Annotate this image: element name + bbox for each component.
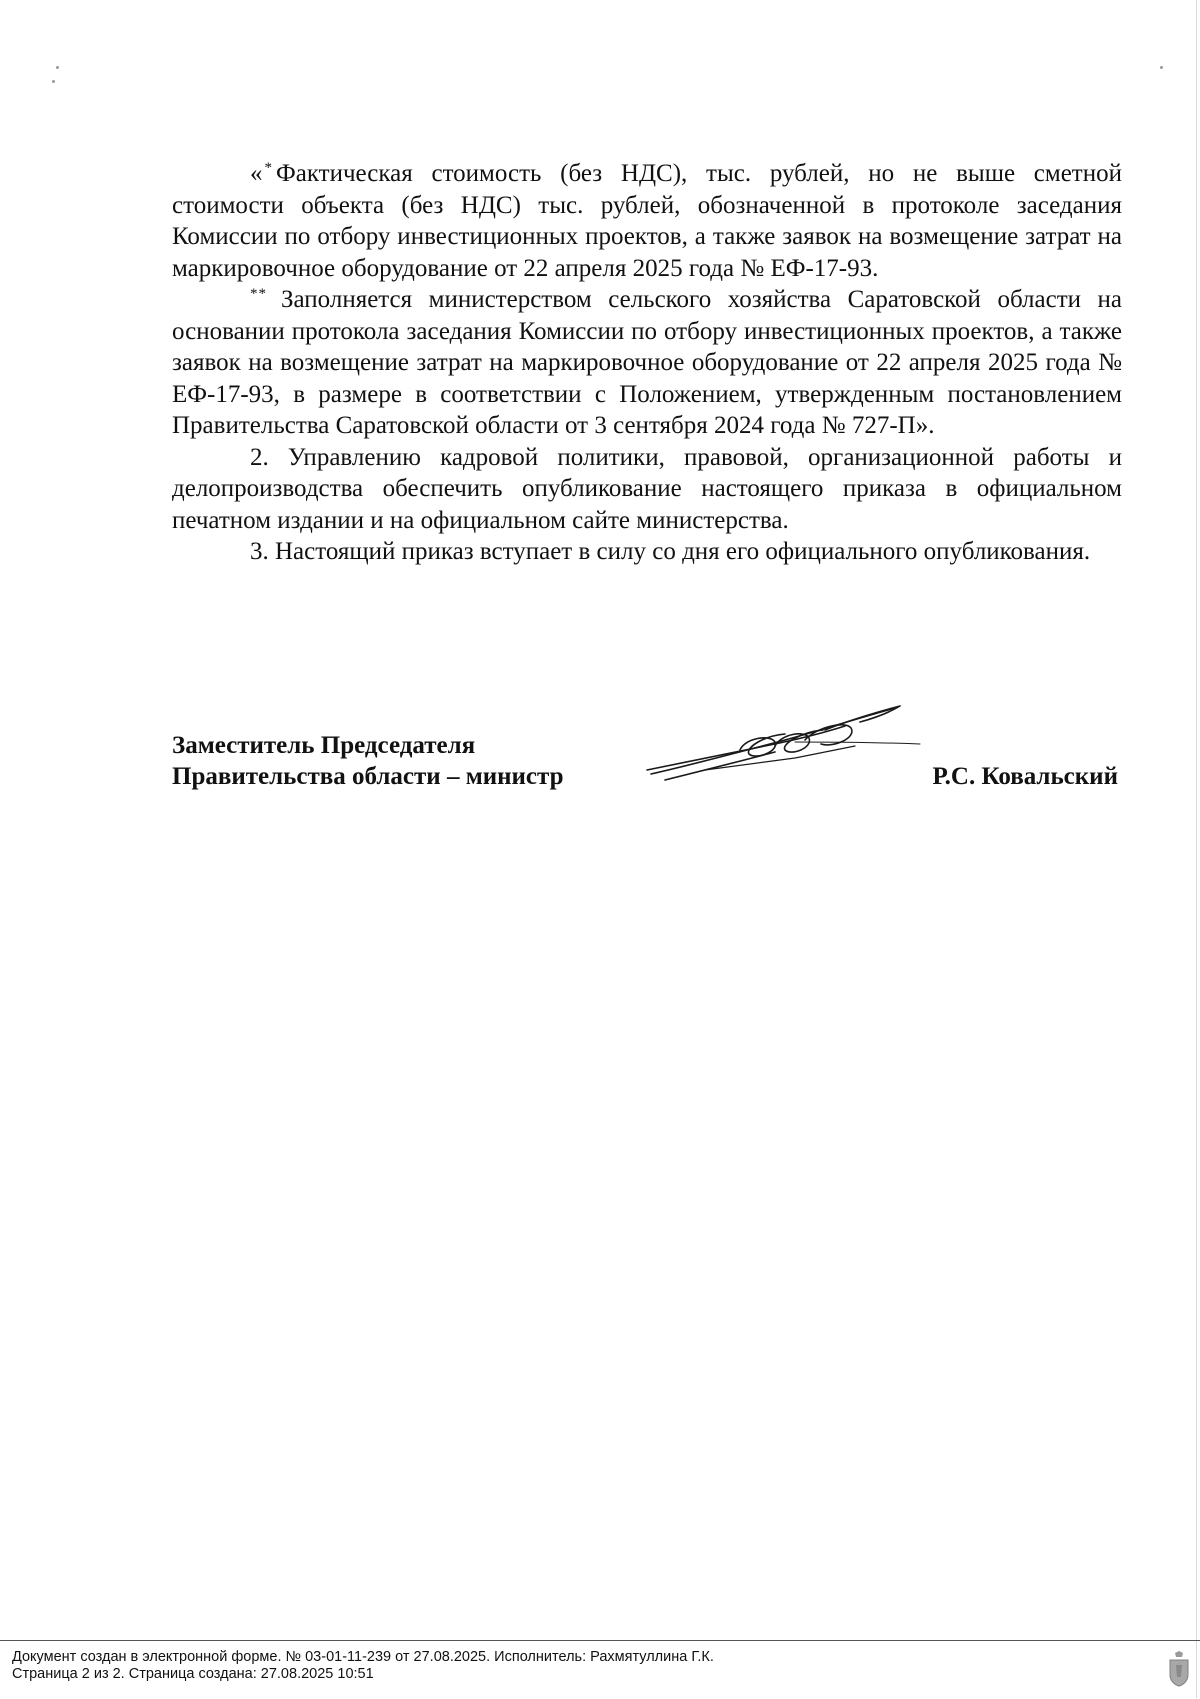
signature-block — [172, 730, 1122, 800]
signatory-name: Р.С. Ковальский — [932, 763, 1118, 790]
signatory-position-line-2: Правительства области – министр — [172, 763, 564, 790]
footnote-1-text: Фактическая стоимость (без НДС), тыс. рублей, но не выше сметной стоимости объекта (без НДС) тыс. рублей, обозначенной в протоколе заседания Комиссии по отбору инвестиционных проектов, а также заявок на возмещение затрат на маркировочное оборудование от 22 апреля 2025 года № ЕФ-17-93. — [172, 160, 1122, 282]
footnote-mark-2: ** — [250, 285, 267, 302]
scan-artifact — [56, 66, 59, 69]
page-edge — [1196, 0, 1197, 1698]
footer-line-1: Документ создан в электронной форме. № 03-01-11-239 от 27.08.2025. Исполнитель: Рахмятуллина Г.К. — [12, 1649, 714, 1665]
footer-line-2: Страница 2 из 2. Страница создана: 27.08.2025 10:51 — [12, 1666, 374, 1682]
document-body — [172, 158, 1122, 568]
order-item-2: 2. Управлению кадровой политики, правовой, организационной работы и делопроизводства обеспечить опубликование настоящего приказа в официальном печатном издании и на официальном сайте министерства. — [172, 443, 1122, 534]
scan-artifact — [52, 80, 55, 83]
page-footer — [0, 1640, 1200, 1699]
footnote-2-text: Заполняется министерством сельского хозяйства Саратовской области на основании протокола заседания Комиссии по отбору инвестиционных проектов, а также заявок на возмещение затрат на маркировочное оборудование от 22 апреля 2025 года № ЕФ-17-93, в размере в соответствии с Положением, утвержденным постановлением Правительства Саратовской области от 3 сентября 2024 года № 727-П». — [172, 286, 1122, 439]
quote-open: « — [250, 160, 263, 187]
footnote-2 — [172, 284, 1122, 442]
signatory-position — [172, 730, 564, 792]
signatory-position-line-1: Заместитель Председателя — [172, 732, 476, 759]
coat-of-arms-icon — [1168, 1651, 1190, 1687]
footer-text — [12, 1649, 714, 1683]
scan-artifact — [1160, 66, 1163, 69]
order-item-3: 3. Настоящий приказ вступает в силу со дня его официального опубликования. — [250, 538, 1091, 565]
footnote-1 — [172, 158, 1122, 284]
footnote-mark-1: * — [264, 159, 272, 176]
